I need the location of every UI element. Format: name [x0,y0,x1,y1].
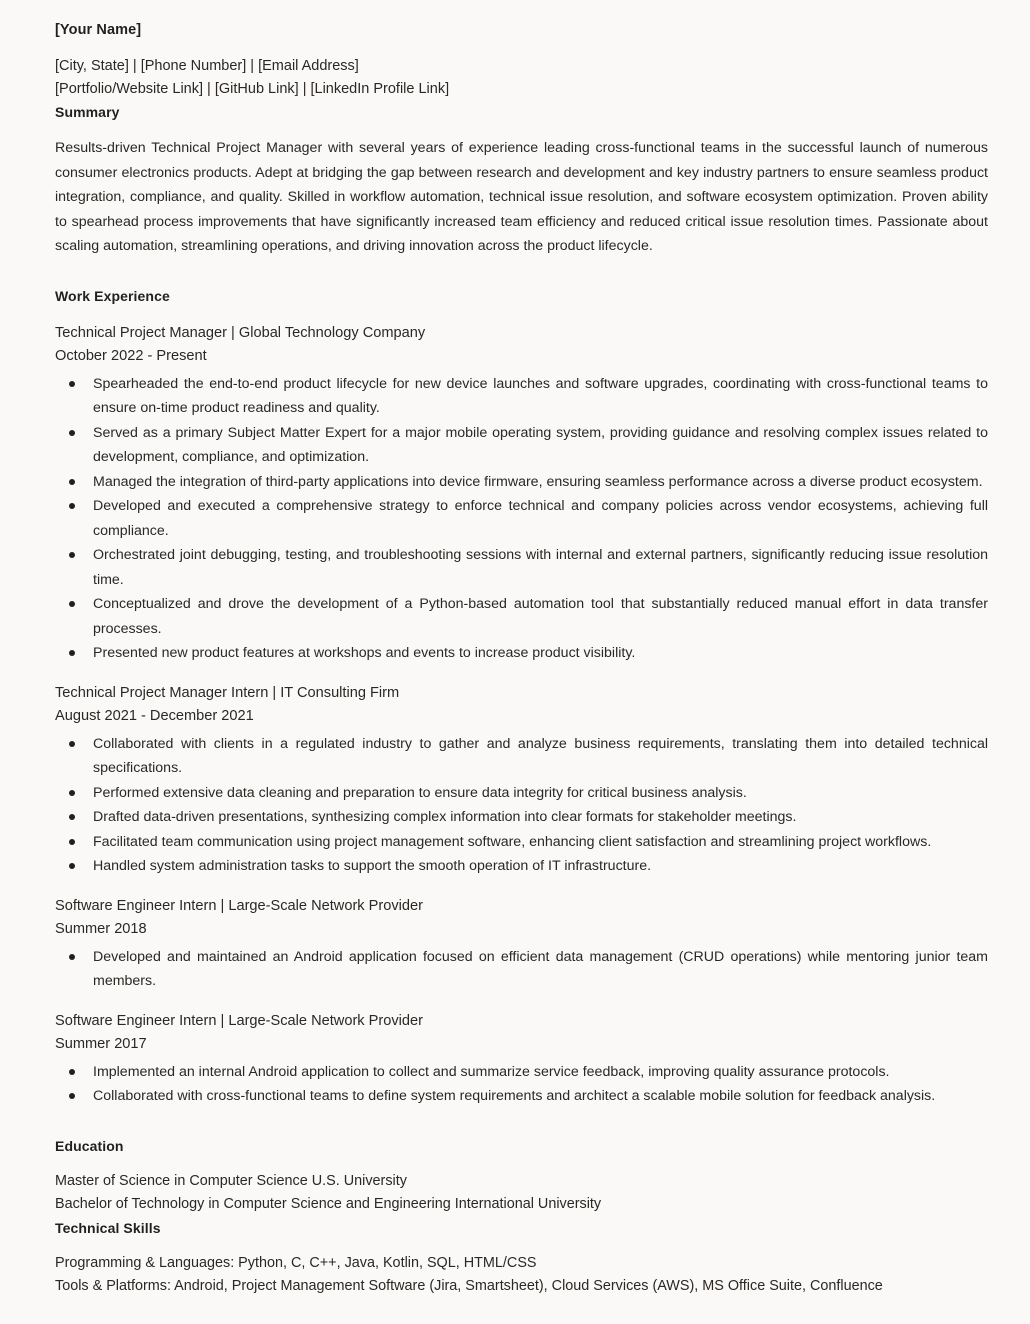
job-entry [55,1010,998,1109]
job-bullet [55,641,998,666]
contact-block [55,55,998,101]
job-title: Software Engineer Intern | Large-Scale Network Provider [55,1012,424,1029]
job-bullet-list [55,1060,998,1109]
job-dates: August 2021 - December 2021 [55,707,254,724]
job-bullet-text: Facilitated team communication using project management software, enhancing client satisfaction and streamlining project workflows. [93,833,932,850]
section-heading-summary: Summary [55,104,120,121]
job-bullet-text: Managed the integration of third-party applications into device firmware, ensuring seamless performance across a diverse product ecosystem. [93,473,983,490]
bullet-dot-icon [69,1093,75,1099]
job-bullet [55,470,998,495]
job-bullet-text: Orchestrated joint debugging, testing, and troubleshooting sessions with internal and external partners, significantly reducing issue resolution time. [93,547,988,588]
job-title: Technical Project Manager | Global Technology Company [55,324,426,341]
section-heading-technical-skills: Technical Skills [55,1219,161,1236]
job-entry [55,322,998,666]
contact-line-primary: [City, State] | [Phone Number] | [Email Address] [55,58,359,75]
summary-paragraph: Results-driven Technical Project Manager with several years of experience leading cross-functional teams in the successful launch of numerous consumer electronics products. Adept at bridging the gap between research and development and key industry partners to ensure seamless product integration, compliance, and quality. Skilled in workflow automation, technical issue resolution, and software ecosystem optimization. Proven ability to spearhead process improvements that have significantly increased team efficiency and reduced critical issue resolution times. Passionate about scaling automation, streamlining operations, and driving innovation across the product lifecycle. [55,140,988,255]
work-experience-list [55,322,998,1109]
bullet-dot-icon [69,479,75,485]
bullet-dot-icon [69,552,75,558]
candidate-name: [Your Name] [55,22,142,38]
job-bullet-list [55,372,998,666]
skill-entry: Tools & Platforms: Android, Project Management Software (Jira, Smartsheet), Cloud Services (AWS), MS Office Suite, Confluence [55,1278,883,1295]
bullet-dot-icon [69,1069,75,1075]
job-bullet-text: Presented new product features at workshops and events to increase product visibility. [93,645,636,662]
bullet-dot-icon [69,790,75,796]
bullet-dot-icon [69,863,75,869]
education-list [55,1170,998,1217]
job-title: Technical Project Manager Intern | IT Consulting Firm [55,684,400,701]
job-bullet-text: Developed and executed a comprehensive strategy to enforce technical and company policies across vendor ecosystems, achieving full compliance. [93,498,988,539]
job-bullet-text: Drafted data-driven presentations, synthesizing complex information into clear formats for stakeholder meetings. [93,809,797,826]
bullet-dot-icon [69,814,75,820]
job-bullet-text: Served as a primary Subject Matter Expert for a major mobile operating system, providing guidance and resolving complex issues related to development, compliance, and optimization. [93,424,988,466]
job-bullet [55,372,998,421]
job-bullet [55,543,998,592]
bullet-dot-icon [69,601,75,607]
job-bullet-text: Developed and maintained an Android application focused on efficient data management (CRUD operations) while mentoring junior team members. [93,948,988,990]
bullet-dot-icon [69,430,75,436]
job-bullet [55,945,998,994]
job-bullet-text: Handled system administration tasks to support the smooth operation of IT infrastructure. [93,858,652,875]
job-bullet [55,805,998,830]
job-bullet-text: Implemented an internal Android application to collect and summarize service feedback, improving quality assurance protocols. [93,1063,890,1080]
education-entry: Bachelor of Technology in Computer Science and Engineering International University [55,1196,602,1213]
job-bullet-text: Collaborated with clients in a regulated industry to gather and analyze business requirements, translating them into detailed technical specifications. [93,735,988,777]
job-dates: Summer 2017 [55,1035,147,1052]
job-bullet [55,854,998,879]
job-title: Software Engineer Intern | Large-Scale Network Provider [55,897,424,914]
spacer [55,1109,998,1135]
job-bullet-text: Performed extensive data cleaning and preparation to ensure data integrity for critical business analysis. [93,784,747,801]
job-entry [55,682,998,879]
bullet-dot-icon [69,741,75,747]
job-bullet [55,494,998,543]
bullet-dot-icon [69,503,75,509]
job-bullet-text: Collaborated with cross-functional teams to define system requirements and architect a scalable mobile solution for feedback analysis. [93,1088,936,1105]
job-bullet-list [55,945,998,994]
spacer [55,259,998,285]
job-entry [55,895,998,994]
job-bullet-text: Conceptualized and drove the development of a Python-based automation tool that substantially reduced manual effort in data transfer processes. [93,596,988,637]
job-bullet [55,830,998,855]
job-bullet-list [55,732,998,879]
job-bullet-text: Spearheaded the end-to-end product lifecycle for new device launches and software upgrades, coordinating with cross-functional teams to ensure on-time product readiness and quality. [93,375,988,417]
job-bullet [55,1084,998,1109]
section-heading-education: Education [55,1137,124,1154]
job-bullet [55,592,998,641]
education-entry: Master of Science in Computer Science U.S. University [55,1172,407,1189]
bullet-dot-icon [69,839,75,845]
job-bullet [55,1060,998,1085]
job-bullet [55,781,998,806]
job-dates: Summer 2018 [55,920,147,937]
bullet-dot-icon [69,381,75,387]
skill-entry: Programming & Languages: Python, C, C++, Java, Kotlin, SQL, HTML/CSS [55,1254,537,1271]
section-heading-work-experience: Work Experience [55,287,170,304]
job-bullet [55,732,998,781]
bullet-dot-icon [69,650,75,656]
bullet-dot-icon [69,954,75,960]
technical-skills-list [55,1252,998,1299]
job-bullet [55,421,998,470]
job-dates: October 2022 - Present [55,347,207,364]
contact-line-links: [Portfolio/Website Link] | [GitHub Link] | [LinkedIn Profile Link] [55,81,450,98]
